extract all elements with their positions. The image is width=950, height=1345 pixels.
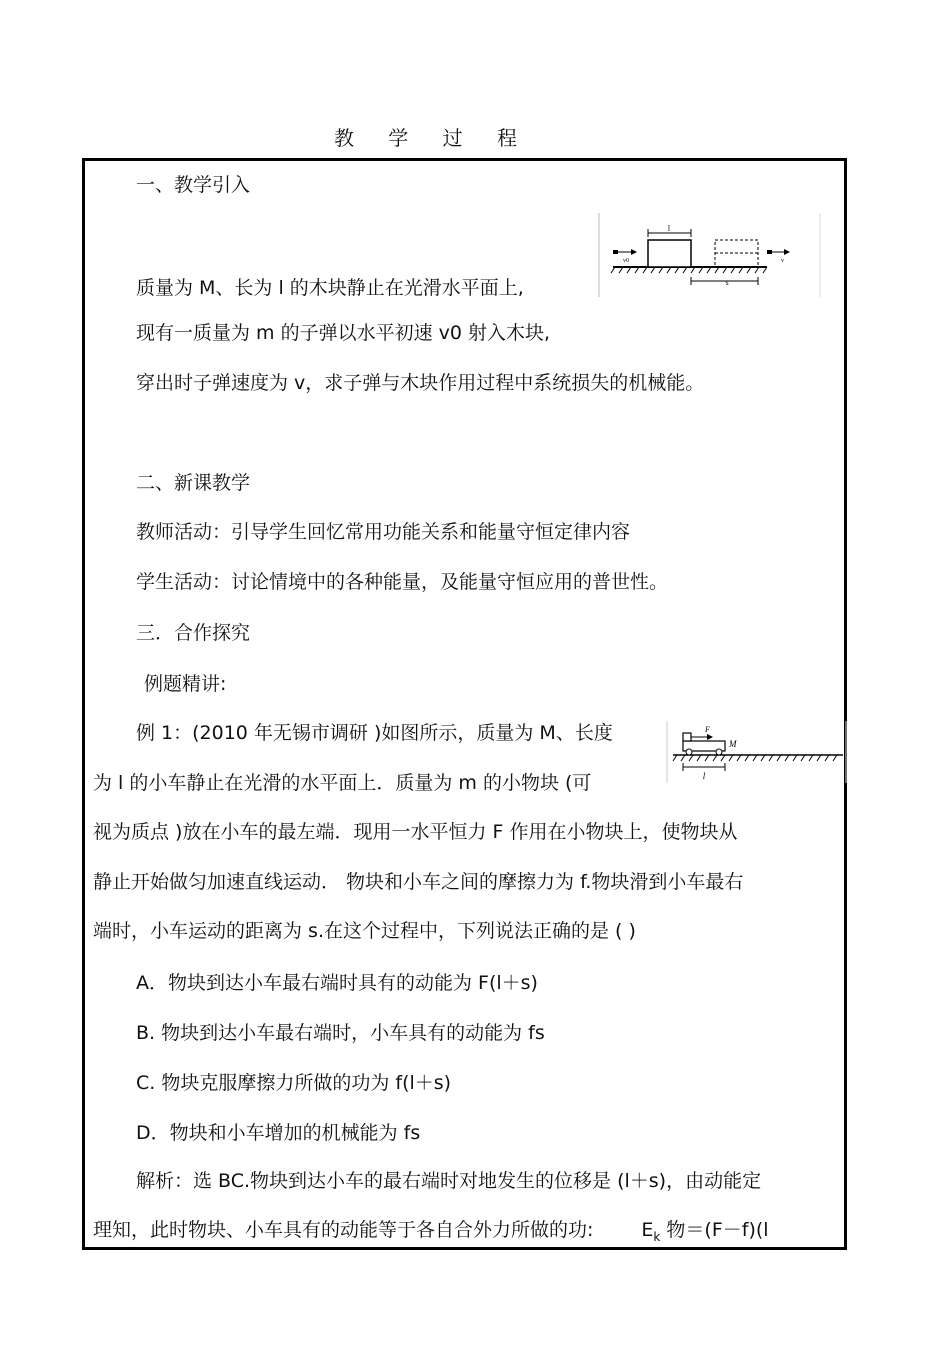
option-b: B. 物块到达小车最右端时，小车具有的动能为 fs [136,1022,545,1044]
section1-line-2: 现有一质量为 m 的子弹以水平初速 v0 射入木块, [136,322,551,344]
example-subheading: 例题精讲: [144,673,227,695]
example-line-3: 视为质点 )放在小车的最左端．现用一水平恒力 F 作用在小物块上，使物块从 [93,821,738,843]
option-a: A．物块到达小车最右端时具有的动能为 F(l＋s) [136,972,538,994]
fig1-label-l: l [667,224,671,233]
fig2-label-F: F [705,725,710,734]
kinetic-energy-subscript: k [653,1229,661,1244]
analysis-line-2-main: 理知，此时物块、小车具有的动能等于各自合外力所做的功: [93,1219,594,1241]
option-d: D．物块和小车增加的机械能为 fs [136,1122,421,1144]
cart-figure [667,721,847,783]
section1-line-3: 穿出时子弹速度为 v，求子弹与木块作用过程中系统损失的机械能。 [136,372,705,394]
analysis-line-1: 解析：选 BC.物块到达小车的最右端时对地发生的位移是 (l＋s)，由动能定 [136,1170,762,1192]
teacher-activity: 教师活动：引导学生回忆常用功能关系和能量守恒定律内容 [136,521,631,543]
section1-heading: 一、教学引入 [136,174,251,196]
analysis-line-2 [93,1218,769,1249]
section2-heading: 二、新课教学 [136,472,251,494]
fig2-label-l: l [702,771,706,781]
page-title: 教 学 过 程 [333,126,532,150]
fig2-label-M: M [729,739,737,749]
bullet-block-figure [599,213,821,297]
example-line-2: 为 l 的小车静止在光滑的水平面上．质量为 m 的小物块 (可 [93,772,592,794]
student-activity: 学生活动：讨论情境中的各种能量，及能量守恒应用的普世性。 [136,571,669,593]
example-line-4: 静止开始做匀加速直线运动． 物块和小车之间的摩擦力为 f.物块滑到小车最右 [93,871,744,893]
section3-heading: 三．合作探究 [136,622,251,644]
fig1-label-s: s [725,278,729,287]
fig1-label-v0: v0 [623,258,629,264]
example-line-1: 例 1：(2010 年无锡市调研 )如图所示，质量为 M、长度 [136,722,613,744]
analysis-line-2-tail: 物＝(F－f)(l [660,1219,769,1241]
kinetic-energy-symbol: E [641,1219,654,1241]
section1-line-1: 质量为 M、长为 l 的木块静止在光滑水平面上, [136,277,524,299]
fig1-label-v: v [781,258,784,264]
example-line-5: 端时，小车运动的距离为 s.在这个过程中，下列说法正确的是 ( ) [93,920,636,942]
option-c: C. 物块克服摩擦力所做的功为 f(l＋s) [136,1072,452,1094]
